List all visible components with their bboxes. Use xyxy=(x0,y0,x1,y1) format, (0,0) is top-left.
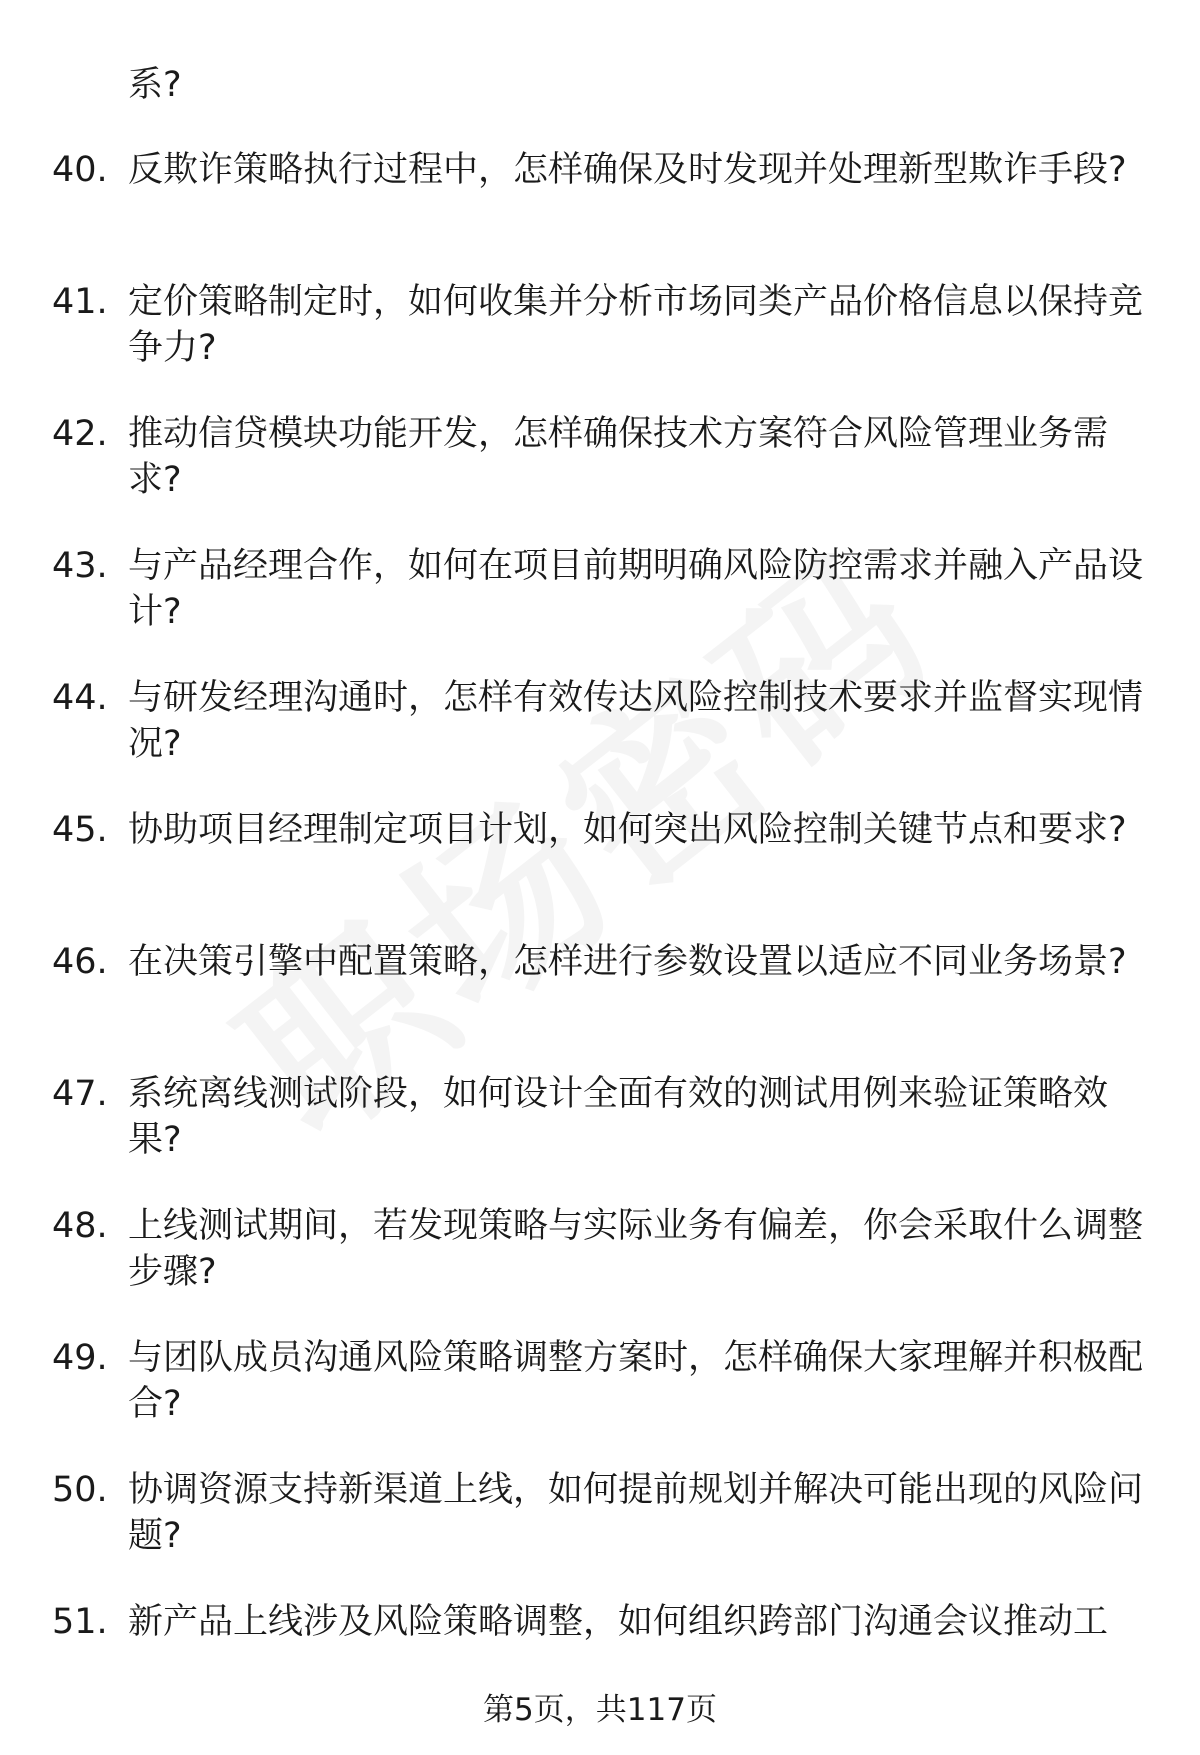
question-item xyxy=(0,147,1200,279)
question-number: 43. xyxy=(52,546,108,586)
question-item xyxy=(0,1203,1200,1335)
question-text: 新产品上线涉及风险策略调整，如何组织跨部门沟通会议推动工 xyxy=(128,1602,1109,1642)
question-item xyxy=(0,939,1200,1071)
question-text: 系统离线测试阶段，如何设计全面有效的测试用例来验证策略效果? xyxy=(128,1074,1109,1160)
question-number: 51. xyxy=(52,1602,108,1642)
question-number: 48. xyxy=(52,1206,108,1246)
question-item xyxy=(0,279,1200,411)
question-number: 49. xyxy=(52,1338,108,1378)
question-text: 协助项目经理制定项目计划，如何突出风险控制关键节点和要求? xyxy=(128,810,1127,850)
question-text: 协调资源支持新渠道上线，如何提前规划并解决可能出现的风险问题? xyxy=(128,1470,1144,1556)
question-text: 与产品经理合作，如何在项目前期明确风险防控需求并融入产品设计? xyxy=(128,546,1144,632)
question-text: 定价策略制定时，如何收集并分析市场同类产品价格信息以保持竞争力? xyxy=(128,282,1144,368)
question-text: 推动信贷模块功能开发，怎样确保技术方案符合风险管理业务需求? xyxy=(128,414,1109,500)
question-number: 44. xyxy=(52,678,108,718)
question-number: 50. xyxy=(52,1470,108,1510)
question-item xyxy=(0,411,1200,543)
continuation-text: 系? xyxy=(128,65,182,105)
question-item xyxy=(0,807,1200,939)
question-item xyxy=(0,1071,1200,1203)
question-number: 41. xyxy=(52,282,108,322)
question-text: 在决策引擎中配置策略，怎样进行参数设置以适应不同业务场景? xyxy=(128,942,1127,982)
question-text: 反欺诈策略执行过程中，怎样确保及时发现并处理新型欺诈手段? xyxy=(128,150,1127,190)
question-item xyxy=(0,1335,1200,1467)
question-number: 45. xyxy=(52,810,108,850)
question-number: 40. xyxy=(52,150,108,190)
question-number: 42. xyxy=(52,414,108,454)
question-item xyxy=(0,1467,1200,1599)
question-item xyxy=(0,675,1200,807)
question-number: 46. xyxy=(52,942,108,982)
question-list xyxy=(0,147,1200,1731)
page-footer: 第5页，共117页 xyxy=(483,1692,717,1728)
question-number: 47. xyxy=(52,1074,108,1114)
question-item xyxy=(0,543,1200,675)
question-text: 上线测试期间，若发现策略与实际业务有偏差，你会采取什么调整步骤? xyxy=(128,1206,1144,1292)
question-text: 与团队成员沟通风险策略调整方案时，怎样确保大家理解并积极配合? xyxy=(128,1338,1144,1424)
question-text: 与研发经理沟通时，怎样有效传达风险控制技术要求并监督实现情况? xyxy=(128,678,1144,764)
